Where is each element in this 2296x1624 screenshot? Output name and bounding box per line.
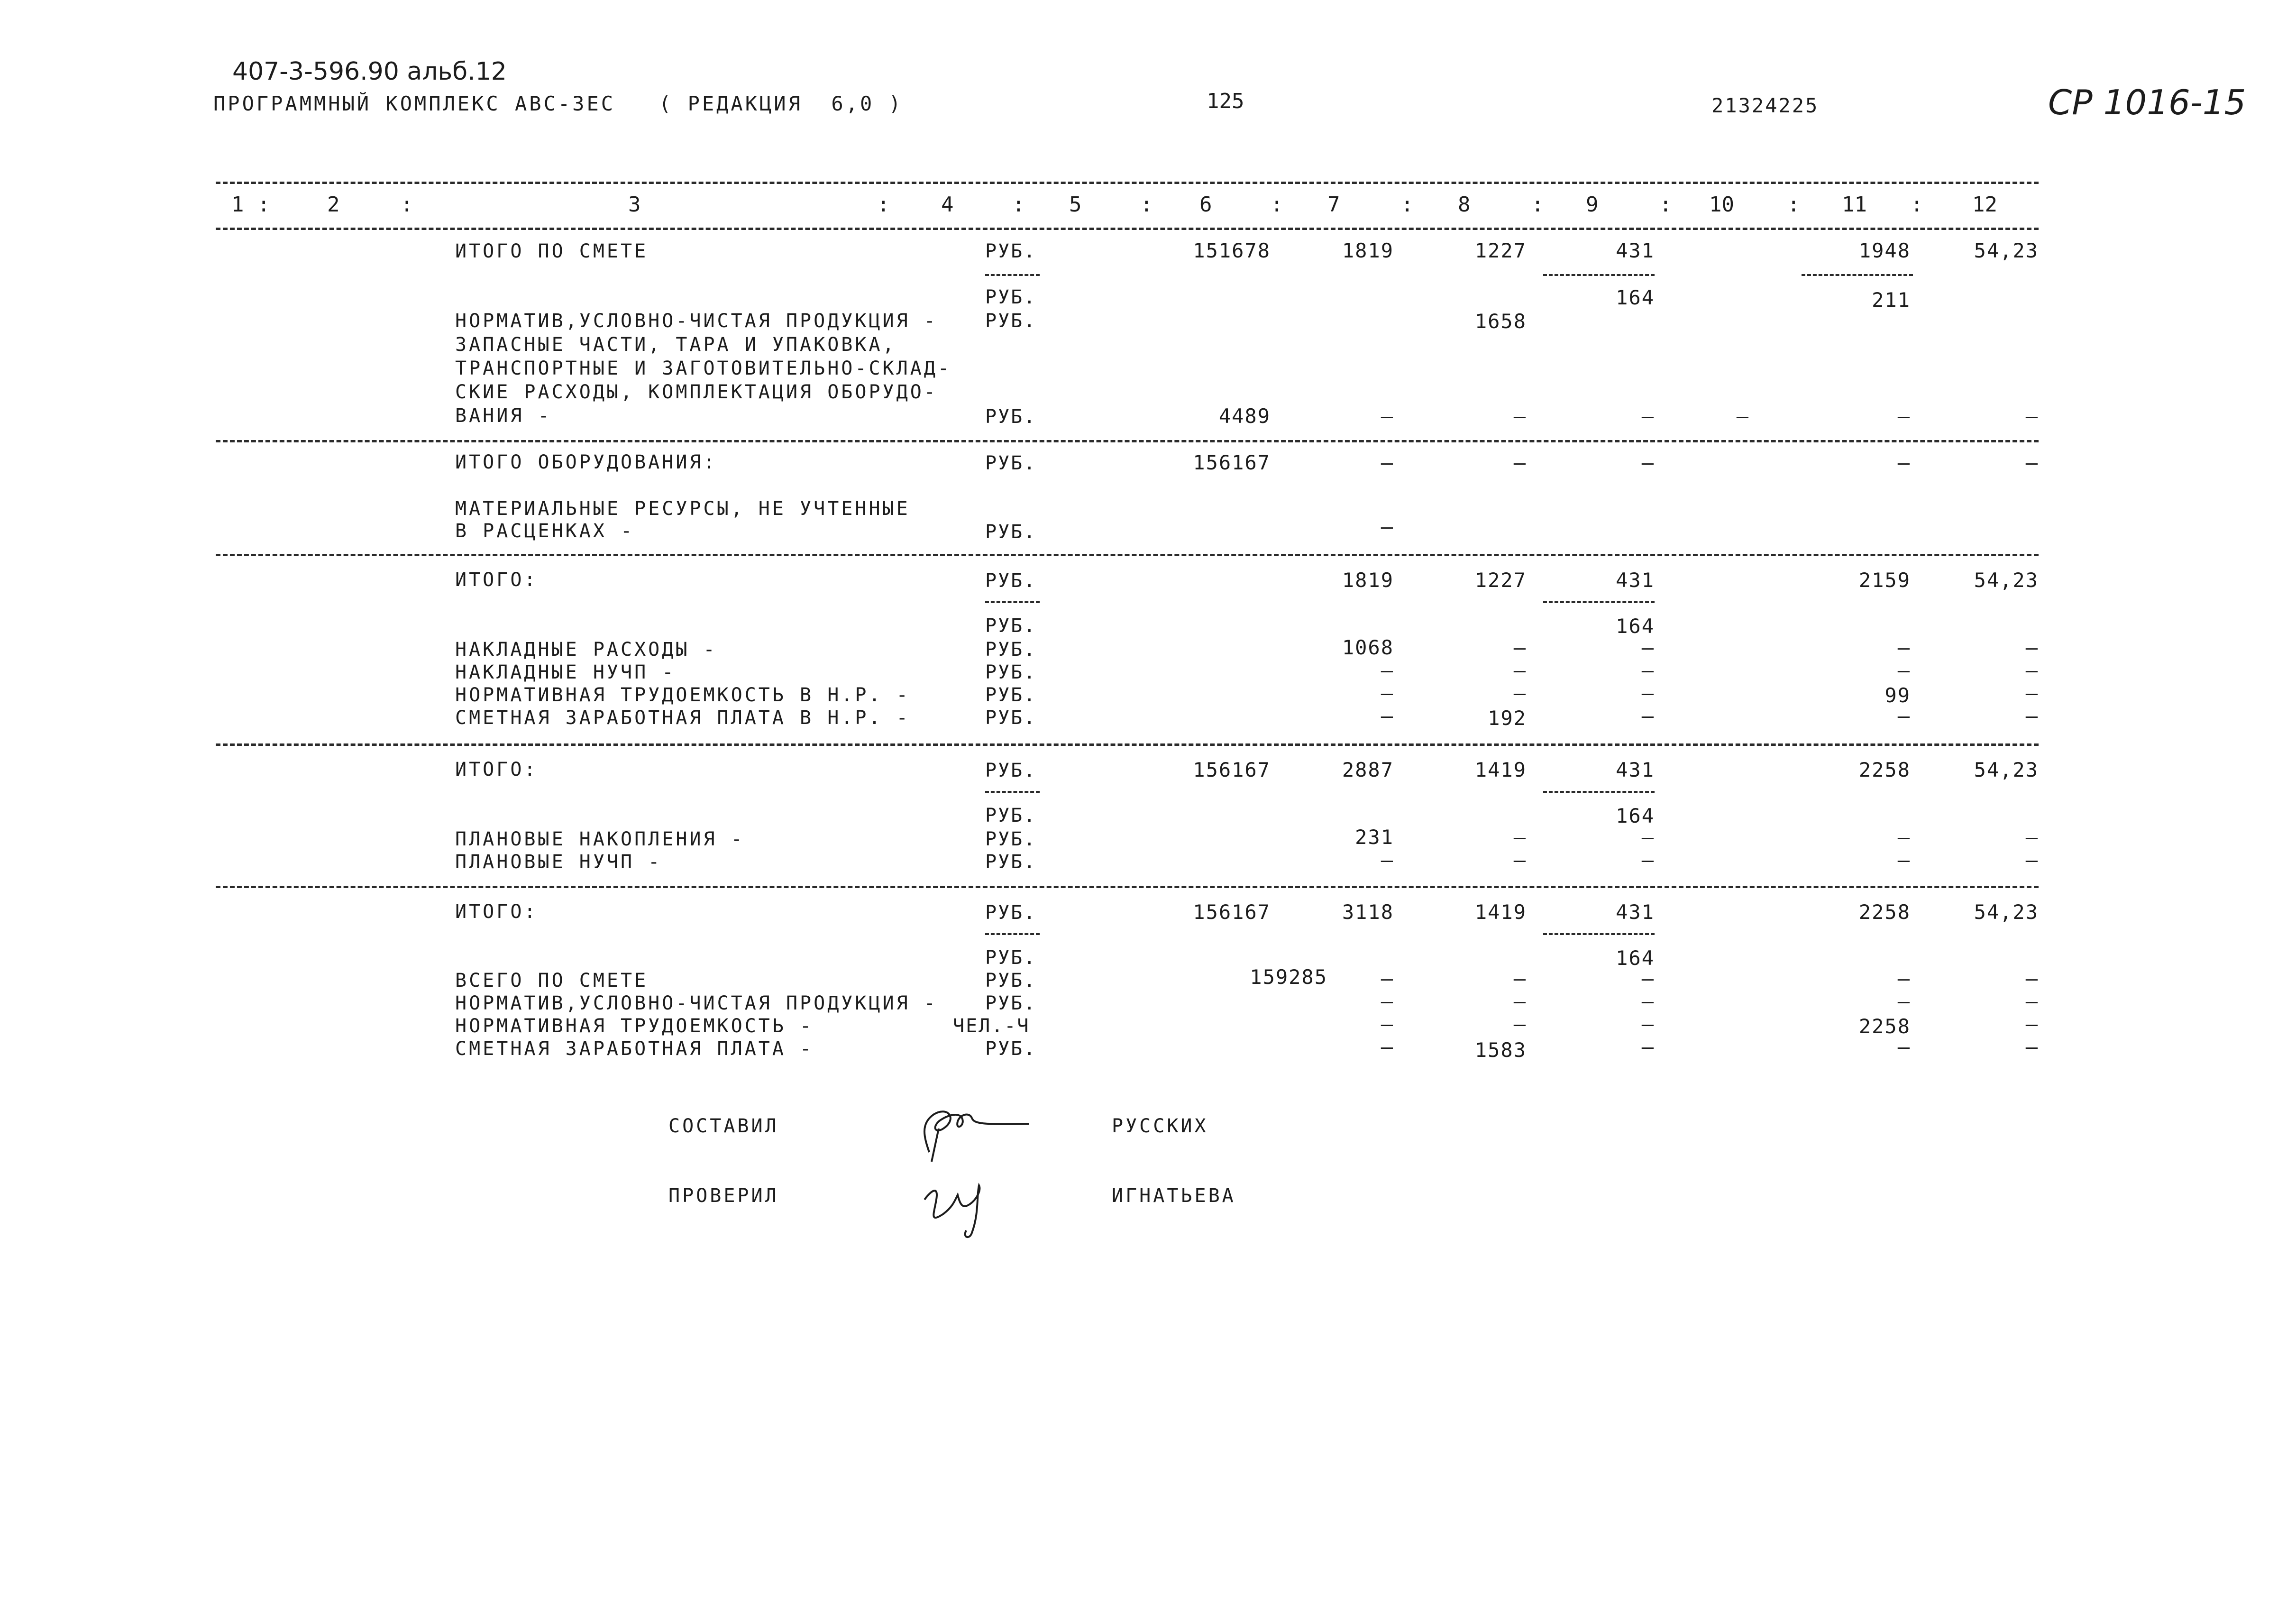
cell-col9: 431 [1616, 569, 1655, 592]
col-separator: : [401, 193, 413, 217]
unit: РУБ. [985, 902, 1037, 924]
cell-col7: – [1381, 451, 1394, 474]
cell-col7: 2887 [1342, 758, 1394, 781]
col-header-3: 3 [628, 193, 641, 217]
col-separator: : [1531, 193, 1544, 217]
col-header-12: 12 [1972, 193, 1997, 217]
checked-label: ПРОВЕРИЛ [668, 1185, 779, 1207]
row-label: ИТОГО: [455, 759, 538, 780]
cell-col9: 164 [1616, 946, 1655, 970]
row-label: ПЛАНОВЫЕ НАКОПЛЕНИЯ - [455, 828, 745, 850]
unit-underline [985, 933, 1040, 935]
cell-col9: – [1641, 1012, 1655, 1036]
cell-col12: – [2025, 404, 2039, 428]
cell-col9: – [1641, 404, 1655, 428]
cell-col8: – [1513, 451, 1527, 474]
cell-col11: 2159 [1858, 569, 1911, 592]
cell-col9: – [1641, 826, 1655, 849]
cell-col7: 1819 [1342, 239, 1394, 262]
row-label: СМЕТНАЯ ЗАРАБОТНАЯ ПЛАТА В Н.Р. - [455, 707, 910, 729]
cell-col11: – [1897, 848, 1911, 872]
cell-col12: – [2025, 990, 2039, 1013]
row-label: НОРМАТИВ,УСЛОВНО-ЧИСТАЯ ПРОДУКЦИЯ - [455, 310, 938, 332]
col-header-7: 7 [1327, 193, 1340, 217]
col-separator: : [1140, 193, 1153, 217]
unit: РУБ. [985, 992, 1037, 1014]
cell-col11: 2258 [1858, 758, 1911, 781]
cell-col9: 431 [1616, 900, 1655, 924]
unit: РУБ. [985, 521, 1037, 543]
cell-col12: 54,23 [1974, 239, 2039, 262]
checker-name: ИГНАТЬЕВА [1112, 1185, 1236, 1207]
row-label: НОРМАТИВ,УСЛОВНО-ЧИСТАЯ ПРОДУКЦИЯ - [455, 992, 938, 1014]
unit-underline [985, 791, 1040, 793]
col-header-6: 6 [1199, 193, 1212, 217]
signature-checker [910, 1171, 1034, 1242]
col11-underline [1802, 274, 1913, 276]
unit: РУБ. [985, 615, 1037, 637]
row-label: НОРМАТИВНАЯ ТРУДОЕМКОСТЬ В Н.Р. - [455, 684, 910, 706]
unit: РУБ. [985, 639, 1037, 661]
cell-col8: – [1513, 848, 1527, 872]
cell-col6: 156167 [1193, 451, 1271, 474]
cell-col8: 192 [1488, 706, 1527, 730]
row-label: ИТОГО ПО СМЕТЕ [455, 240, 649, 262]
cell-col9: – [1641, 1035, 1655, 1058]
cell-col11: 211 [1872, 288, 1911, 312]
col-separator: : [257, 193, 270, 217]
composer-name: РУССКИХ [1112, 1115, 1208, 1137]
row-label: ВСЕГО ПО СМЕТЕ [455, 970, 649, 991]
cell-col8: – [1513, 636, 1527, 659]
col-header-4: 4 [941, 193, 954, 217]
cell-col11: 2258 [1858, 900, 1911, 924]
col-separator: : [1012, 193, 1025, 217]
cell-col9: – [1641, 704, 1655, 727]
document-code: 21324225 [1711, 94, 1819, 117]
row-label: ИТОГО: [455, 901, 538, 923]
cell-col12: – [2025, 967, 2039, 990]
cell-col8: 1227 [1474, 569, 1527, 592]
col-separator: : [1787, 193, 1800, 217]
unit: РУБ. [985, 286, 1037, 308]
cell-col11: – [1897, 451, 1911, 474]
col9-underline [1543, 933, 1655, 935]
section-rule [216, 554, 2039, 556]
cell-col7: – [1381, 404, 1394, 428]
unit: РУБ. [985, 661, 1037, 683]
unit: РУБ. [985, 310, 1037, 332]
row-label: ТРАНСПОРТНЫЕ И ЗАГОТОВИТЕЛЬНО-СКЛАД- [455, 358, 951, 379]
unit: РУБ. [985, 947, 1037, 969]
cell-col12: – [2025, 681, 2039, 705]
cell-col7: – [1381, 515, 1394, 538]
cell-col7: – [1381, 704, 1394, 727]
unit: РУБ. [985, 406, 1037, 428]
cell-col8: 1583 [1474, 1038, 1527, 1062]
cell-col7: – [1381, 848, 1394, 872]
col9-underline [1543, 274, 1655, 276]
cell-col7: 1068 [1342, 636, 1394, 659]
unit: РУБ. [985, 570, 1037, 592]
page-number: 125 [1207, 89, 1244, 113]
unit: РУБ. [985, 684, 1037, 706]
col-separator: : [1401, 193, 1414, 217]
cell-col12: 54,23 [1974, 569, 2039, 592]
cell-col12: – [2025, 659, 2039, 682]
row-label: МАТЕРИАЛЬНЫЕ РЕСУРСЫ, НЕ УЧТЕННЫЕ [455, 498, 910, 520]
cell-col7: – [1381, 681, 1394, 705]
cell-col11: – [1897, 636, 1911, 659]
cell-col11: – [1897, 990, 1911, 1013]
album-reference: 407-3-596.90 альб.12 [232, 57, 507, 86]
col-header-11: 11 [1842, 193, 1867, 217]
cell-col8: – [1513, 1012, 1527, 1036]
cell-col8: – [1513, 826, 1527, 849]
cell-col9: 164 [1616, 615, 1655, 638]
cell-col12: – [2025, 826, 2039, 849]
row-label: ЗАПАСНЫЕ ЧАСТИ, ТАРА И УПАКОВКА, [455, 334, 896, 356]
row-label: ВАНИЯ - [455, 405, 552, 427]
cell-col7: 3118 [1342, 900, 1394, 924]
edition: ( РЕДАКЦИЯ 6,0 ) [659, 92, 903, 115]
col-header-9: 9 [1586, 193, 1599, 217]
col-header-5: 5 [1069, 193, 1082, 217]
cell-col12: – [2025, 704, 2039, 727]
cell-col6: 151678 [1193, 239, 1271, 262]
section-rule [216, 743, 2039, 746]
col9-underline [1543, 791, 1655, 793]
row-label: В РАСЦЕНКАХ - [455, 520, 635, 542]
unit: РУБ. [985, 851, 1037, 873]
unit-underline [985, 601, 1040, 603]
cell-col9: – [1641, 681, 1655, 705]
cell-col6: 4489 [1218, 404, 1271, 428]
unit: РУБ. [985, 828, 1037, 850]
cell-col12: – [2025, 1012, 2039, 1036]
cell-col8: – [1513, 990, 1527, 1013]
unit: РУБ. [985, 760, 1037, 781]
header-bottom-rule [216, 228, 2039, 230]
cell-col11: – [1897, 704, 1911, 727]
cell-col6: 156167 [1193, 758, 1271, 781]
composed-label: СОСТАВИЛ [668, 1115, 779, 1137]
row-label: ПЛАНОВЫЕ НУЧП - [455, 851, 662, 873]
unit: РУБ. [985, 452, 1037, 474]
col-header-1: 1 [231, 193, 244, 217]
cell-col7: – [1381, 990, 1394, 1013]
row-label: ИТОГО ОБОРУДОВАНИЯ: [455, 451, 717, 473]
row-label: НАКЛАДНЫЕ НУЧП - [455, 661, 676, 683]
cell-col7: 231 [1355, 826, 1394, 849]
col-separator: : [1911, 193, 1923, 217]
cell-col11: – [1897, 404, 1911, 428]
cell-col12: – [2025, 848, 2039, 872]
row-label: ИТОГО: [455, 569, 538, 591]
program-name: ПРОГРАММНЫЙ КОМПЛЕКС АВС-3ЕС [213, 92, 616, 115]
cell-col11: – [1897, 1035, 1911, 1058]
cell-col8: – [1513, 681, 1527, 705]
cell-col8: – [1513, 967, 1527, 990]
cell-col12: – [2025, 1035, 2039, 1058]
cell-col11: 2258 [1858, 1015, 1911, 1038]
col-separator: : [1271, 193, 1283, 217]
cell-col8: 1419 [1474, 758, 1527, 781]
cell-col12: 54,23 [1974, 758, 2039, 781]
unit: РУБ. [985, 1038, 1037, 1060]
cell-col9: 431 [1616, 758, 1655, 781]
cell-col8: 1658 [1474, 310, 1527, 333]
unit: РУБ. [985, 805, 1037, 826]
unit: ЧЕЛ.-Ч [953, 1015, 1030, 1037]
section-rule [216, 440, 2039, 442]
cell-col9: 164 [1616, 804, 1655, 827]
cell-col6: 156167 [1193, 900, 1271, 924]
row-label: НОРМАТИВНАЯ ТРУДОЕМКОСТЬ - [455, 1015, 814, 1037]
col-header-2: 2 [327, 193, 340, 217]
col-separator: : [877, 193, 890, 217]
row-label: НАКЛАДНЫЕ РАСХОДЫ - [455, 639, 717, 661]
stamp-code: СР 1016-15 [2048, 83, 2246, 122]
cell-col7: – [1381, 1035, 1394, 1058]
signature-composer [910, 1100, 1034, 1166]
cell-col9: – [1641, 636, 1655, 659]
cell-col11: 99 [1884, 684, 1911, 707]
unit: РУБ. [985, 240, 1037, 262]
cell-col6: 159285 [1250, 965, 1327, 989]
col-header-8: 8 [1458, 193, 1471, 217]
cell-col7: – [1381, 1012, 1394, 1036]
unit: РУБ. [985, 707, 1037, 729]
cell-col10: – [1736, 404, 1749, 428]
row-label: СМЕТНАЯ ЗАРАБОТНАЯ ПЛАТА - [455, 1038, 814, 1060]
unit-underline [985, 274, 1040, 276]
cell-col9: 164 [1616, 286, 1655, 309]
cell-col9: 431 [1616, 239, 1655, 262]
cell-col7: – [1381, 967, 1394, 990]
header-top-rule [216, 182, 2039, 184]
cell-col8: 1227 [1474, 239, 1527, 262]
cell-col9: – [1641, 451, 1655, 474]
cell-col11: – [1897, 967, 1911, 990]
cell-col9: – [1641, 659, 1655, 682]
cell-col7: – [1381, 659, 1394, 682]
cell-col12: 54,23 [1974, 900, 2039, 924]
unit: РУБ. [985, 970, 1037, 991]
cell-col9: – [1641, 848, 1655, 872]
row-label: СКИЕ РАСХОДЫ, КОМПЛЕКТАЦИЯ ОБОРУДО- [455, 381, 938, 403]
cell-col9: – [1641, 967, 1655, 990]
col-header-10: 10 [1709, 193, 1734, 217]
cell-col8: 1419 [1474, 900, 1527, 924]
cell-col12: – [2025, 451, 2039, 474]
cell-col9: – [1641, 990, 1655, 1013]
cell-col11: 1948 [1858, 239, 1911, 262]
cell-col12: – [2025, 636, 2039, 659]
cell-col8: – [1513, 659, 1527, 682]
cell-col7: 1819 [1342, 569, 1394, 592]
cell-col11: – [1897, 826, 1911, 849]
cell-col11: – [1897, 659, 1911, 682]
col9-underline [1543, 601, 1655, 603]
col-separator: : [1659, 193, 1672, 217]
cell-col8: – [1513, 404, 1527, 428]
section-rule [216, 886, 2039, 888]
